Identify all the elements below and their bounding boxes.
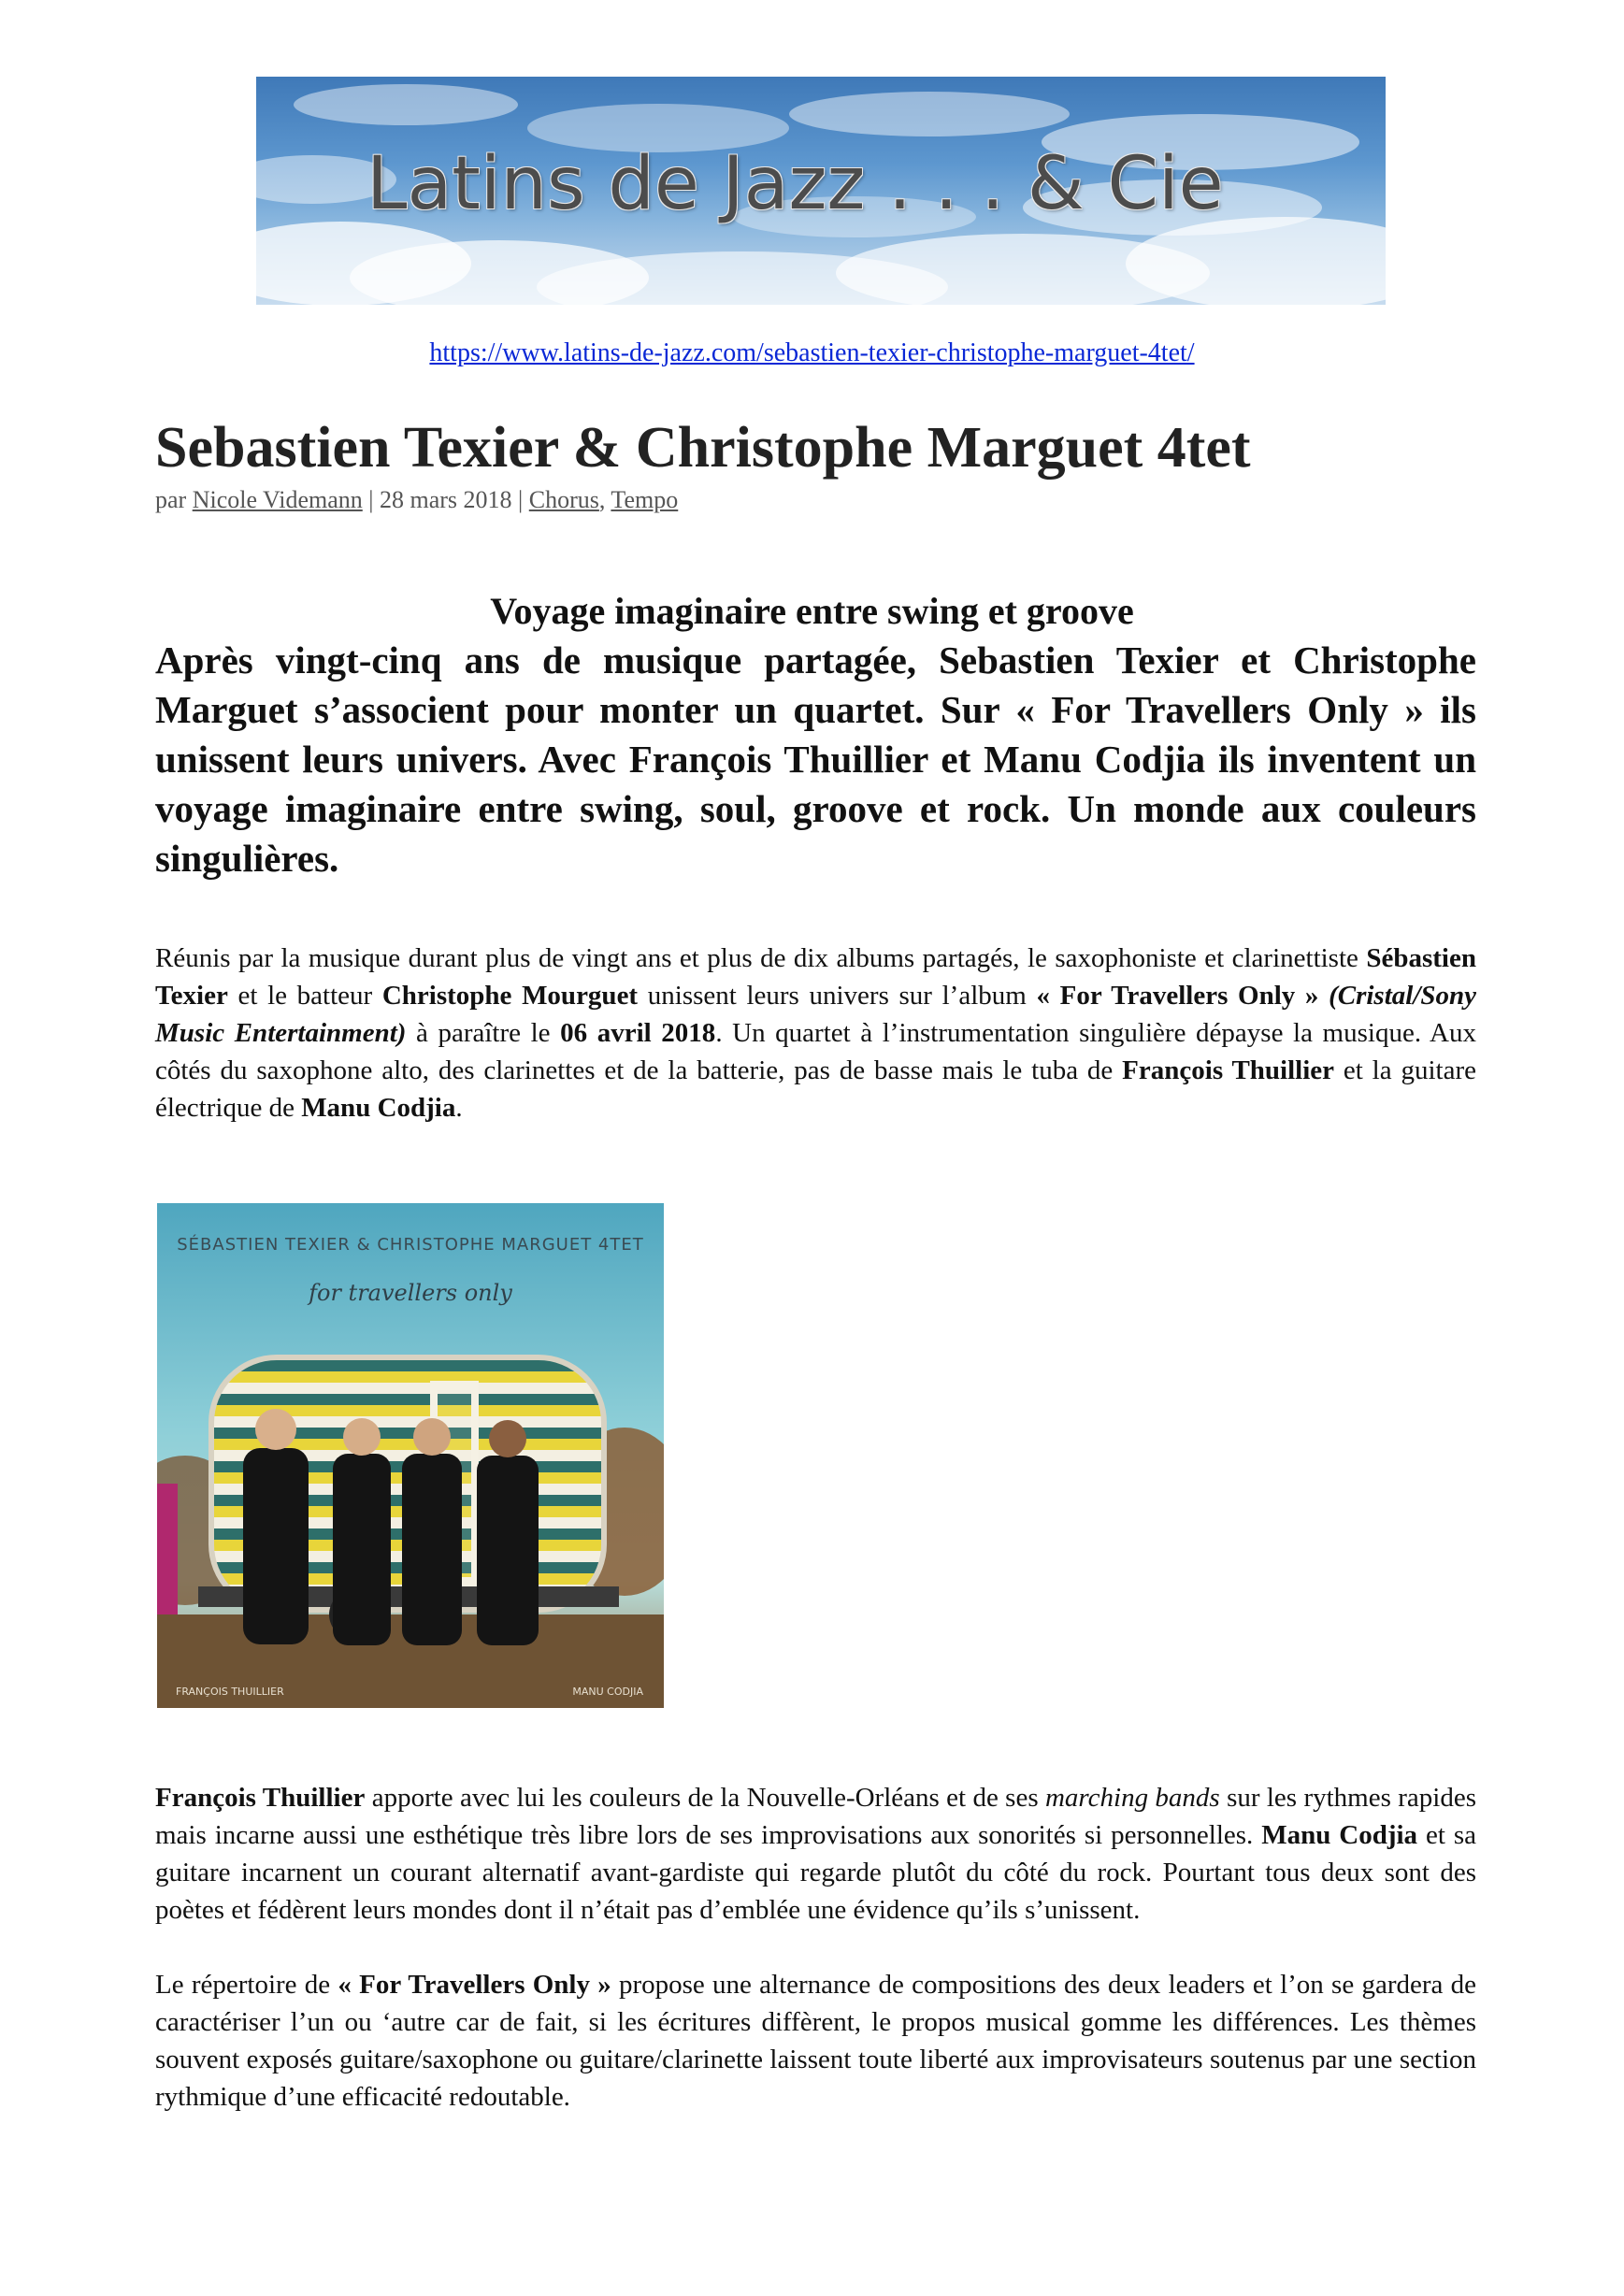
text: . Un quartet à l’instrumentation singulière dépayse la musique. Aux côtés du saxophone alto, des clarinettes et de la batterie, pas de basse mais le tuba de <box>155 1018 1477 1085</box>
article-subtitle: Voyage imaginaire entre swing et groove <box>490 590 1134 632</box>
name-francois-thuillier: François Thuillier <box>155 1783 366 1813</box>
album-title: « For Travellers Only » <box>1036 981 1319 1011</box>
album-title: « For Travellers Only » <box>338 1970 611 2000</box>
text: et sa guitare incarnent un courant alternatif avant-gardiste qui regarde plutôt du côté du rock. Pourtant tous deux sont des poètes et fédèrent leurs mondes dont il n’était pas d’emblée une évidence qu’ils s’unissent. <box>155 1820 1476 1925</box>
byline <box>155 486 678 514</box>
byline-separator: | <box>518 486 524 513</box>
name-sebastien-texier: Sébastien Texier <box>155 943 1476 1011</box>
byline-comma: , <box>598 486 606 513</box>
name-manu-codjia: Manu Codjia <box>301 1093 456 1123</box>
text: et le batteur <box>227 981 382 1011</box>
text: et la guitare électrique de <box>155 1055 1476 1123</box>
source-url-link[interactable]: https://www.latins-de-jazz.com/sebastien-texier-christophe-marguet-4tet/ <box>429 338 1195 367</box>
text: Réunis par la musique durant plus de vingt ans et plus de dix albums partagés, le saxophoniste et clarinettiste <box>155 943 1367 973</box>
album-cover-art <box>157 1203 664 1708</box>
byline-prefix: par <box>155 486 187 513</box>
byline-separator: | <box>368 486 374 513</box>
text: Le répertoire de <box>155 1970 338 2000</box>
publish-date: 28 mars 2018 <box>380 486 512 513</box>
paragraph-musicians <box>155 1779 1476 1929</box>
article-lead: Après vingt-cinq ans de musique partagée, Sebastien Texier et Christophe Marguet s’associent pour monter un quartet. Sur « For Travellers Only » ils unissent leurs univers. Avec François Thuillier et Manu Codjia ils inventent un voyage imaginaire entre swing, soul, groove et rock. Un monde aux couleurs singulières. <box>155 639 1476 880</box>
text <box>1318 981 1329 1011</box>
album-cover <box>157 1203 664 1708</box>
banner-title: Latins de Jazz . . . & Cie <box>366 142 1224 226</box>
name-francois-thuillier: François Thuillier <box>1122 1055 1335 1085</box>
paragraph-repertoire <box>155 1966 1476 2116</box>
text: . <box>455 1093 463 1123</box>
text: propose une alternance de compositions des deux leaders et l’on se gardera de caractériser l’un ou ‘autre car de fait, si les écritures diffèrent, le propos musical gomme les différences. Les thèmes souvent exposés guitare/saxophone ou guitare/clarinette laissent toute liberté aux improvisateurs soutenus par une section rythmique d’une efficacité redoutable. <box>155 1970 1476 2112</box>
site-banner <box>256 77 1386 305</box>
paragraph-intro <box>155 940 1476 1126</box>
category-link-tempo[interactable]: Tempo <box>611 486 679 513</box>
author-link[interactable]: Nicole Videmann <box>192 486 363 513</box>
text: sur les rythmes rapides mais incarne aussi une esthétique très libre lors de ses improvisations aux sonorités si personnelles. <box>155 1783 1476 1850</box>
cover-album-text: for travellers only <box>309 1280 512 1306</box>
cover-credit-right: MANU CODJIA <box>572 1686 643 1698</box>
text: apporte avec lui les couleurs de la Nouvelle-Orléans et de ses <box>365 1783 1045 1813</box>
label-info: (Cristal/Sony Music Entertainment) <box>155 981 1477 1048</box>
text: unissent leurs univers sur l’album <box>638 981 1037 1011</box>
release-date: 06 avril 2018 <box>560 1018 716 1048</box>
text: à paraître le <box>406 1018 561 1048</box>
marching-bands-term: marching bands <box>1044 1783 1220 1813</box>
name-manu-codjia: Manu Codjia <box>1261 1820 1418 1850</box>
cover-credit-left: FRANÇOIS THUILLIER <box>176 1686 284 1698</box>
category-link-chorus[interactable]: Chorus <box>528 486 599 513</box>
cover-artist-text: SÉBASTIEN TEXIER & CHRISTOPHE MARGUET 4TET <box>177 1235 644 1255</box>
name-christophe-mourguet: Christophe Mourguet <box>381 981 639 1011</box>
page-title: Sebastien Texier & Christophe Marguet 4tet <box>155 416 1251 480</box>
